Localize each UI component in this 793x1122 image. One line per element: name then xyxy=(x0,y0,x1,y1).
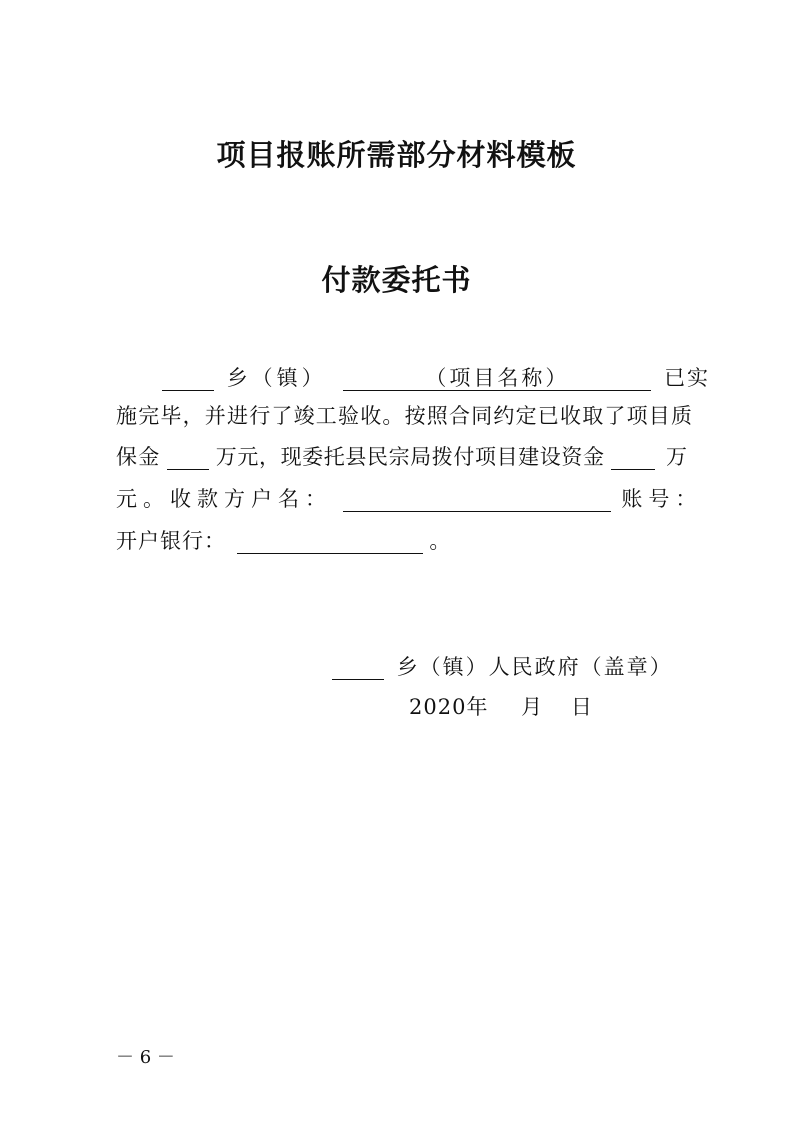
project-name-blank: （项目名称） xyxy=(343,366,651,391)
town-label: 乡（镇） xyxy=(226,366,327,390)
body-line-1 xyxy=(162,365,710,391)
signature-town-blank xyxy=(332,657,384,680)
body-line-2: 施完毕，并进行了竣工验收。按照合同约定已收取了项目质 xyxy=(116,404,694,428)
signature-day: 日 xyxy=(570,695,592,719)
signature-month: 月 xyxy=(521,695,543,719)
line3-suffix: 万 xyxy=(665,445,687,469)
signature-date-line xyxy=(409,694,592,720)
page-title: 项目报账所需部分材料模板 xyxy=(216,138,577,172)
funding-amount-blank xyxy=(611,447,655,470)
line5-suffix: 。 xyxy=(429,529,451,553)
line4-prefix: 元。收款方户名： xyxy=(116,487,332,511)
body-line-4 xyxy=(116,486,702,512)
document-title: 付款委托书 xyxy=(321,263,472,297)
line1-tail: 已实 xyxy=(664,366,711,390)
line3-mid: 万元，现委托县民宗局拨付项目建设资金 xyxy=(215,445,605,469)
town-blank xyxy=(162,368,214,391)
page-number: － 6 － xyxy=(116,1047,175,1068)
line3-prefix: 保金 xyxy=(116,445,161,469)
signature-year: 2020年 xyxy=(409,695,489,719)
signature-org-line xyxy=(332,654,673,680)
bank-blank xyxy=(237,531,423,554)
line4-suffix: 账号： xyxy=(621,487,703,511)
line5-prefix: 开户银行： xyxy=(116,529,226,553)
payee-name-blank xyxy=(343,489,611,512)
body-line-3 xyxy=(116,444,687,470)
retention-amount-blank xyxy=(167,447,209,470)
signature-org: 乡（镇）人民政府（盖章） xyxy=(396,655,673,679)
body-line-5 xyxy=(116,528,450,554)
